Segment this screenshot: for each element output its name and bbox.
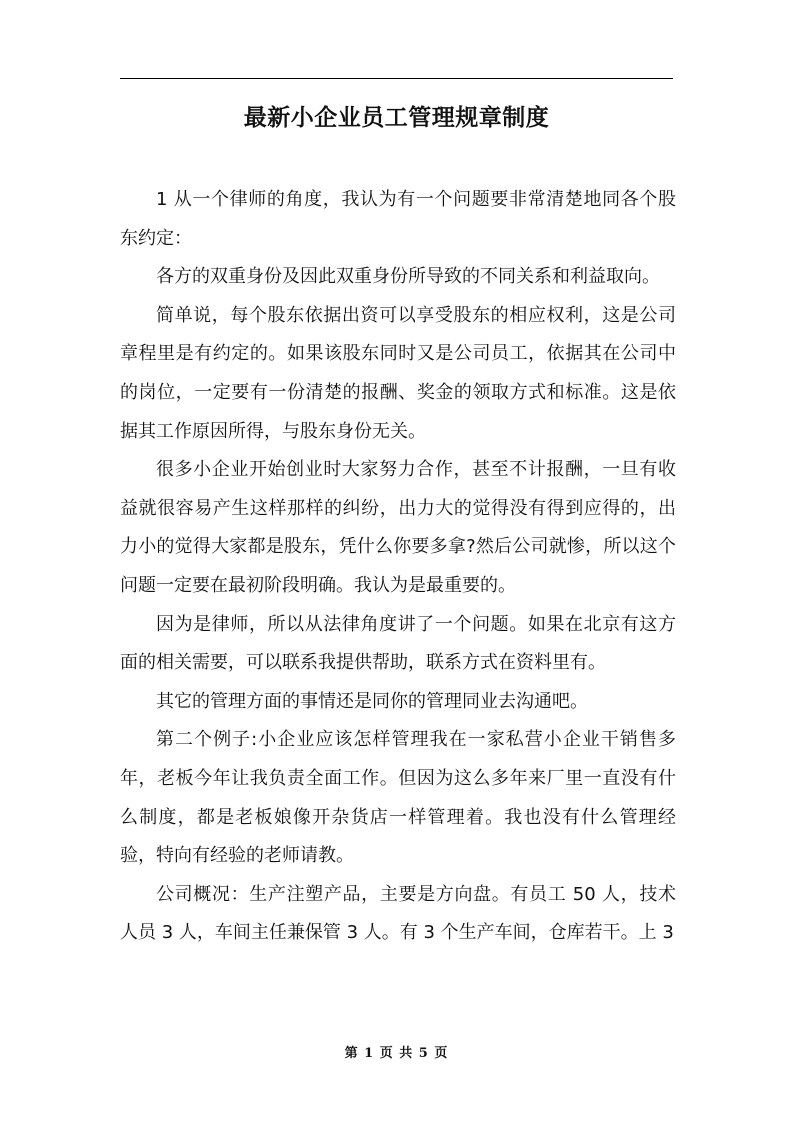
- paragraph: 第二个例子:小企业应该怎样管理我在一家私营小企业干销售多年，老板今年让我负责全面工作。但因为这么多年来厂里一直没有什么制度，都是老板娘像开杂货店一样管理着。我也没有什么管理经验，特向有经验的老师请教。: [120, 729, 676, 867]
- paragraph: 各方的双重身份及因此双重身份所导致的不同关系和利益取向。: [156, 266, 660, 288]
- paragraph: 其它的管理方面的事情还是同你的管理同业去沟通吧。: [156, 690, 588, 712]
- document-body: [120, 181, 676, 953]
- document-title: 最新小企业员工管理规章制度: [243, 105, 550, 131]
- paragraph: 1 从一个律师的角度，我认为有一个问题要非常清楚地同各个股东约定：: [120, 189, 676, 249]
- paragraph: 公司概况：生产注塑产品，主要是方向盘。有员工 50 人，技术人员 3 人，车间主任兼保管 3 人。有 3 个生产车间，仓库若干。上 3: [120, 883, 676, 944]
- paragraph: 因为是律师，所以从法律角度讲了一个问题。如果在北京有这方面的相关需要，可以联系我提供帮助，联系方式在资料里有。: [120, 613, 676, 674]
- header-rule: [120, 78, 673, 79]
- page-number-footer: 第 1 页 共 5 页: [344, 1046, 449, 1061]
- paragraph: 简单说，每个股东依据出资可以享受股东的相应权利，这是公司章程里是有约定的。如果该股东同时又是公司员工，依据其在公司中的岗位，一定要有一份清楚的报酬、奖金的领取方式和标准。这是依据其工作原因所得，与股东身份无关。: [120, 304, 676, 442]
- paragraph: 很多小企业开始创业时大家努力合作，甚至不计报酬，一旦有收益就很容易产生这样那样的纠纷，出力大的觉得没有得到应得的，出力小的觉得大家都是股东，凭什么你要多拿?然后公司就惨，所以这个问题一定要在最初阶段明确。我认为是最重要的。: [120, 459, 676, 596]
